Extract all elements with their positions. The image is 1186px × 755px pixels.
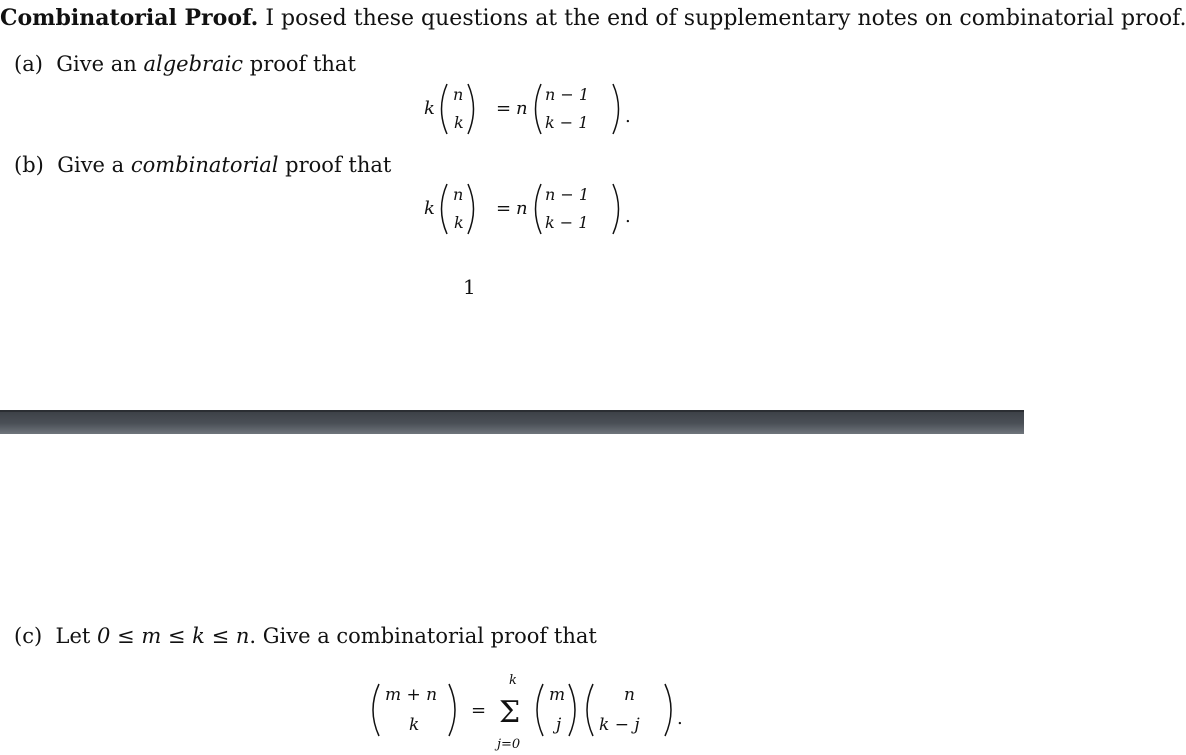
part-a-pre: Give an — [56, 52, 137, 76]
paren-left — [536, 84, 542, 134]
part-c-condition: 0 ≤ m ≤ k ≤ n — [97, 624, 250, 648]
identity-b-equals: = — [496, 198, 512, 219]
part-b-pre: Give a — [57, 153, 125, 177]
identity-b-lhs-coef: k — [424, 198, 435, 219]
identity-a-lhs-top: n — [453, 85, 464, 104]
identity-c-sum-lower: j=0 — [497, 737, 521, 752]
heading — [0, 4, 1186, 33]
part-c — [14, 622, 597, 650]
part-a — [14, 50, 356, 78]
paren-right — [569, 684, 575, 736]
identity-b — [420, 178, 635, 240]
identity-a-rhs-bottom: k − 1 — [545, 113, 589, 132]
heading-bold: Combinatorial Proof. — [0, 5, 259, 31]
identity-b-rhs-top: n − 1 — [545, 185, 590, 204]
part-c-pre: Let — [55, 624, 91, 648]
identity-c — [365, 672, 695, 752]
identity-c-b1-bottom: j — [556, 715, 562, 735]
identity-a-lhs-coef: k — [424, 98, 435, 119]
page-bottom — [0, 434, 1024, 755]
paren-left — [442, 184, 448, 234]
part-b-post: proof that — [285, 153, 392, 177]
paren-right — [665, 684, 671, 736]
identity-a-rhs-coef: n — [516, 98, 528, 119]
part-a-label: (a) — [14, 52, 43, 76]
paren-left — [442, 84, 448, 134]
page-number: 1 — [463, 275, 476, 299]
identity-a-lhs-bottom: k — [454, 113, 464, 132]
part-c-label: (c) — [14, 624, 43, 648]
identity-b-end: . — [625, 206, 631, 227]
paren-left — [587, 684, 593, 736]
identity-c-sum-upper: k — [509, 673, 517, 688]
identity-c-b1-top: m — [549, 685, 566, 705]
paren-right — [468, 184, 474, 234]
identity-c-equals: = — [471, 700, 487, 721]
identity-c-end: . — [677, 708, 683, 729]
part-a-italic: algebraic — [143, 52, 244, 76]
identity-a-equals: = — [496, 98, 512, 119]
identity-c-lhs-top: m + n — [385, 685, 438, 705]
identity-a — [420, 78, 635, 140]
identity-b-rhs-bottom: k − 1 — [545, 213, 589, 232]
part-b-label: (b) — [14, 153, 44, 177]
paren-right — [468, 84, 474, 134]
paren-right — [613, 84, 619, 134]
page-separator — [0, 410, 1024, 434]
paren-left — [536, 184, 542, 234]
paren-left — [537, 684, 543, 736]
identity-c-b2-bottom: k − j — [599, 715, 640, 735]
part-a-post: proof that — [249, 52, 356, 76]
part-b-italic: combinatorial — [130, 153, 279, 177]
paren-right — [449, 684, 455, 736]
paren-right — [613, 184, 619, 234]
heading-text: I posed these questions at the end of supplementary notes on combinatorial proof. — [265, 6, 1186, 31]
identity-b-lhs-bottom: k — [454, 213, 464, 232]
identity-b-rhs-coef: n — [516, 198, 528, 219]
part-b — [14, 151, 391, 179]
identity-c-b2-top: n — [624, 685, 635, 705]
part-c-post: . Give a combinatorial proof that — [249, 624, 597, 648]
sigma-icon: Σ — [499, 695, 521, 730]
identity-a-rhs-top: n − 1 — [545, 85, 590, 104]
identity-c-lhs-bottom: k — [409, 715, 420, 735]
identity-b-lhs-top: n — [453, 185, 464, 204]
identity-a-end: . — [625, 106, 631, 127]
paren-left — [373, 684, 379, 736]
